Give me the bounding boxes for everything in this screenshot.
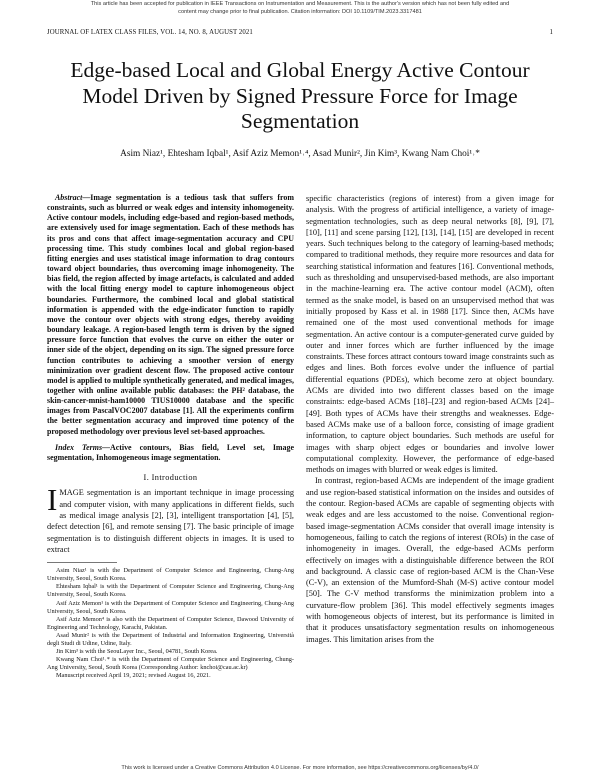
author-list: Asim Niaz¹, Ehtesham Iqbal¹, Asif Aziz Memon¹˒⁴, Asad Munir², Jin Kim³, Kwang Nam Choi¹˒* [120, 149, 480, 159]
footnote-1: Asim Niaz¹ is with the Department of Computer Science and Engineering, Chung-Ang University, Seoul, South Korea. [47, 567, 294, 583]
footnote-5: Asad Munir² is with the Department of Industrial and Information Engineering, Università degli Studi di Udine, Udine, Italy. [47, 631, 294, 647]
drop-cap: I [47, 482, 58, 518]
intro-first-word: MAGE [59, 488, 84, 498]
right-column [306, 193, 554, 645]
footnote-7: Kwang Nam Choi¹˒* is with the Department of Computer Science and Engineering, Chung-Ang University, Seoul, South Korea (Corresponding Author: knchoi@cau.ac.kr) [47, 656, 294, 672]
index-terms-text: —Active contours, Bias field, Level set, Image segmentation, Inhomogeneous image segmentation. [47, 442, 294, 462]
manuscript-note: Manuscript received April 19, 2021; revised August 16, 2021. [56, 672, 211, 680]
left-column [47, 193, 294, 680]
journal-name: JOURNAL OF LATEX CLASS FILES, VOL. 14, NO. 8, AUGUST 2021 [47, 29, 253, 36]
intro-text: segmentation is an important technique in image processing and computer vision, with many applications in different fields, such as medical image analysis [2], [3], intelligent transportation [4], [5], defect detection [6], and remote sensing [7]. The basic principle of image segmentation is to distinguish different objects in images. It is used to extract [47, 488, 294, 554]
page-number: 1 [549, 29, 553, 36]
abstract [47, 193, 294, 437]
abstract-text: —Image segmentation is a tedious task that suffers from constraints, such as blurred or weak edges and intensity inhomogeneity. Active contour models, including edge-based and region-based methods, are extensively used for image segmentation. Each of these methods has its pros and cons that affect image-segmentation accuracy and CPU processing time. This study combines local and global region-based fitting energies and uses statistical image information to drag contours toward object boundaries, thus overcoming image inhomogeneity. The bias field, the region affected by image artefacts, is calculated and added with the local fitting energy model to capture inhomogeneous object boundaries. Furthermore, the combined local and global statistical information is appended with the edge-indicator function to rapidly move the contour over objects with strong edges, thereby avoiding boundary leakage. A region-based length term is driven by the signed pressure force function that evolves the curve on either the outer or inner side of the object, depending on its sign. The signed pressure force function contributes to achieving a smoother version of energy minimization over gradient descent flow. The proposed active contour model is applied to multiple synthetically generated, and medical images, together with online available public databases: the PH² database, the skin-cancer-mnist-ham10000 TIUS10000 database and the specific images from PascalVOC2007 database [1]. All the experiments confirm the better segmentation accuracy and improved time potency of the proposed methodology over previous level set-based approaches. [47, 193, 294, 436]
banner-line-1: This article has been accepted for publication in IEEE Transactions on Instrumentation and Measurement. This is the author's version which has not been fully edited and [90, 1, 510, 7]
body-paragraph-2: In contrast, region-based ACMs are independent of the image gradient and use region-based statistical information on the insides and outsides of the contour. Region-based ACMs are capable of segmenting objects with weak edges and are less accustomed to the noise. Conventional region-based image-segmentation ACMs consider that overall image intensity is homogeneous, failing to catch the regions of interest (ROIs) in the case of inhomogeneity in images. Overall, the edge-based ACMs perform effectively on images with a distinguishable difference between the ROI and background. A classic case of region-based ACM is the Chan-Vese (C-V), an extension of the Mumford-Shah (M-S) active contour model [50]. The C-V method transforms the minimization problem into a curvature-flow problem [36]. This model effectively segments images with homogeneous objects of interest, but its performance is limited in that it produces unsatisfactory segmentation results on inhomogeneous images. This limitation arises from the [306, 476, 554, 644]
paper-title: Edge-based Local and Global Energy Active Contour Model Driven by Signed Pressure Force for Image Segmentation [70, 58, 530, 133]
footnote-2: Ehtesham Iqbal¹ is with the Department of Computer Science and Engineering, Chung-Ang University, Seoul, South Korea. [47, 583, 294, 599]
footnote-4: Asif Aziz Memon⁴ is also with the Department of Computer Science, Dawood University of Engineering and Technology, Karachi, Pakistan. [47, 615, 294, 631]
publication-notice-banner [0, 1, 600, 17]
footnote-6: Jin Kim³ is with the SeouLayer Inc., Seoul, 04781, South Korea. [56, 648, 218, 656]
banner-line-2: content may change prior to final publication. Citation information: DOI 10.1109/TIM.2023.3317481 [178, 8, 422, 15]
footnote-3: Asif Aziz Memon¹ is with the Department of Computer Science and Engineering, Chung-Ang University, Seoul, South Korea. [47, 599, 294, 615]
abstract-label: Abstract [55, 193, 83, 202]
running-header [47, 29, 553, 39]
index-terms [47, 443, 294, 463]
license-banner: This work is licensed under a Creative Commons Attribution 4.0 License. For more information, see https://creativecommons.org/licenses/by/4.0/ [121, 765, 479, 772]
body-paragraph-1: specific characteristics (regions of interest) from a given image for analysis. With the progress of artificial intelligence, a variety of image-segmentation technologies, such as deep neural networks [8], [9], [7], [10], [11] and scene parsing [12], [13], [14], [15] are developed in recent years. Such techniques belong to the category of learning-based methods; compared to traditional methods, they require more resources and data for searching statistical information and features [16]. Conventional methods, such as thresholding and unsupervised-based methods, are also important in the machine-learning era. The active contour model (ACM), often termed as the snake model, is based on an unsupervised method that was initially proposed by Kass et al. in 1988 [17]. Since then, ACMs have remained one of the most used conventional methods for image segmentation. An active contour is a computer-generated curve guided by outer and inner forces which are further influenced by the image constraints. These forces attract contours toward image constraints such as edges and lines. Both forces evolve under the influence of partial differential equations (PDEs), which become zero at object boundary. ACMs are divided into two different classes based on the image constraints: edge-based ACMs [18]–[23] and region-based ACMs [24]–[49]. Both types of ACMs have their strengths and weaknesses. Edge-based ACMs make use of a balloon force, consisting of image gradient information, to capture object boundaries. Such methods are useful for images with sharp object edges or boundaries and involve lower computational complexity. However, the performance of edge-based methods on images with blurred or weak edges is limited. [306, 194, 554, 475]
section-heading-introduction: I. Introduction [143, 473, 198, 483]
introduction-paragraph [47, 482, 294, 555]
index-terms-label: Index Terms [55, 442, 103, 452]
